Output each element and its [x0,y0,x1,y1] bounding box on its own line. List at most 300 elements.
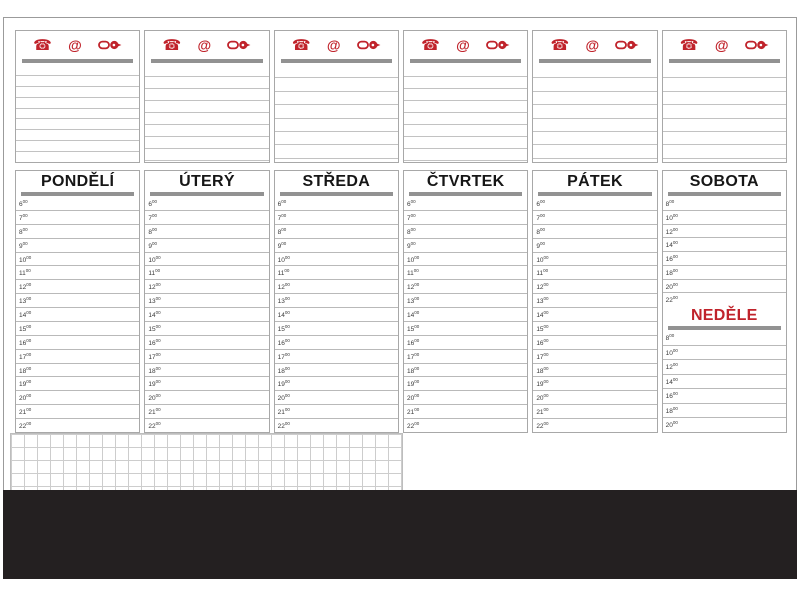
time-label: $18^{00}$ [148,365,161,375]
contact-lines [145,65,268,162]
time-slot [533,336,656,350]
key-icon [486,39,510,51]
contact-box [144,30,269,163]
time-slot [16,280,139,294]
time-slot [404,225,527,239]
time-slot [16,239,139,253]
time-slot [16,391,139,405]
contact-box [662,30,787,163]
time-slot [145,364,268,378]
time-label: $18^{00}$ [665,267,678,277]
time-slot [404,308,527,322]
time-slot [404,239,527,253]
time-label: $8^{00}$ [665,199,675,209]
divider-bar [668,326,781,330]
time-slot [663,375,786,390]
divider-bar [21,192,134,196]
time-slot [533,239,656,253]
time-label: $16^{00}$ [19,337,32,347]
time-label: $12^{00}$ [19,282,32,292]
day-title: SOBOTA [689,173,759,190]
time-slot [275,391,398,405]
time-label: $15^{00}$ [536,323,549,334]
contact-line [16,152,139,162]
time-label: $8^{00}$ [19,226,28,236]
planner-pad [3,17,797,579]
time-label: $12^{00}$ [536,282,549,292]
time-label: $19^{00}$ [536,379,549,389]
contact-line [275,65,398,78]
time-slots [275,197,398,432]
time-slots [404,197,527,432]
time-slot [404,280,527,294]
time-label: $21^{00}$ [536,407,549,417]
contact-icons-row [663,31,786,57]
at-icon: @ [68,37,82,53]
time-label: $6^{00}$ [406,199,416,209]
time-label: $21^{00}$ [148,407,161,417]
phone-icon: ☎ [33,36,52,54]
divider-bar [410,59,521,63]
key-icon [745,39,769,51]
day-title: PÁTEK [567,173,623,190]
time-label: $14^{00}$ [19,310,32,320]
time-slot [533,280,656,294]
time-slot [533,405,656,419]
time-label: $7^{00}$ [406,212,416,223]
time-slot [145,225,268,239]
at-icon: @ [197,37,212,53]
time-label: $13^{00}$ [536,296,549,306]
time-label: $20^{00}$ [665,281,678,291]
time-slot [663,346,786,361]
time-label: $9^{00}$ [536,240,545,250]
divider-bar [539,59,650,63]
time-label: $8^{00}$ [536,226,545,236]
contact-line [533,105,656,118]
time-label: $14^{00}$ [536,310,549,320]
time-slot [533,253,656,267]
time-slots [663,331,786,432]
contact-lines [663,65,786,162]
time-label: $11^{00}$ [148,268,161,278]
time-label: $22^{00}$ [19,421,32,431]
time-label: $22^{00}$ [536,421,549,431]
time-label: $15^{00}$ [406,323,420,334]
contact-icons-row [275,31,398,57]
time-slot [533,308,656,322]
divider-bar [151,59,262,63]
divider-bar [538,192,651,196]
time-slot [16,211,139,225]
time-label: $12^{00}$ [406,282,420,292]
time-label: $8^{00}$ [406,226,416,236]
day-column [144,170,269,433]
time-label: $20^{00}$ [536,393,549,403]
time-label: $6^{00}$ [277,199,287,209]
time-label: $21^{00}$ [277,407,290,417]
contact-line [275,78,398,91]
time-label: $19^{00}$ [406,379,420,389]
time-slot [404,266,527,280]
key-icon [227,39,251,51]
contact-lines [533,65,656,162]
time-label: $9^{00}$ [19,240,28,250]
contact-line [275,92,398,105]
time-slot [145,336,268,350]
contact-line [533,65,656,78]
time-label: $10^{00}$ [148,254,161,264]
time-slot [145,419,268,432]
time-label: $22^{00}$ [277,421,290,431]
time-slot [533,391,656,405]
time-slot [145,294,268,308]
divider-bar [22,59,133,63]
contact-line [404,101,527,113]
time-label: $20^{00}$ [665,420,678,430]
time-slot [145,239,268,253]
contact-box [274,30,399,163]
phone-icon: ☎ [291,36,311,54]
time-label: $19^{00}$ [277,379,290,389]
contact-line [16,65,139,76]
time-slot [533,225,656,239]
time-label: $11^{00}$ [19,268,31,278]
time-label: $13^{00}$ [148,296,161,306]
time-slot [275,322,398,336]
contact-line [533,119,656,132]
divider-bar [409,192,522,196]
time-label: $9^{00}$ [148,240,157,250]
contact-icons-row [533,31,656,57]
contact-line [145,125,268,137]
time-slot [533,211,656,225]
phone-icon: ☎ [421,36,440,54]
time-label: $21^{00}$ [19,407,32,417]
time-label: $9^{00}$ [277,240,287,250]
time-slot [145,350,268,364]
time-label: $16^{00}$ [277,337,290,347]
time-slot [663,404,786,419]
time-slot [275,405,398,419]
contact-line [16,109,139,120]
time-slots [663,197,786,306]
time-slots [533,197,656,432]
contact-box [15,30,140,163]
time-label: $7^{00}$ [148,212,157,223]
time-label: $8^{00}$ [277,226,287,236]
contact-line [533,92,656,105]
time-label: $10^{00}$ [536,254,549,264]
time-slot [275,266,398,280]
time-slots [16,197,139,432]
time-label: $14^{00}$ [665,376,678,386]
time-label: $10^{00}$ [665,212,678,222]
time-slot [16,364,139,378]
time-label: $7^{00}$ [19,212,28,223]
time-slot [145,211,268,225]
time-slot [663,197,786,211]
contact-line [663,119,786,132]
time-label: $22^{00}$ [148,421,161,431]
time-slot [663,211,786,225]
time-label: $16^{00}$ [536,337,549,347]
time-slot [533,377,656,391]
contact-box [532,30,657,163]
time-slot [663,280,786,294]
time-slot [275,419,398,432]
time-slot [145,253,268,267]
contact-line [404,89,527,101]
time-label: $18^{00}$ [406,365,420,375]
day-title: ÚTERÝ [179,173,235,190]
time-slot [275,377,398,391]
time-slot [275,239,398,253]
contact-lines [275,65,398,162]
contact-line [275,119,398,132]
time-label: $10^{00}$ [19,254,32,264]
time-slot [16,266,139,280]
time-slot [404,419,527,432]
black-strip [3,490,797,579]
time-label: $15^{00}$ [19,323,32,334]
time-label: $16^{00}$ [148,337,161,347]
contact-line [533,78,656,91]
time-label: $13^{00}$ [19,296,32,306]
time-slot [145,391,268,405]
time-label: $13^{00}$ [406,296,420,306]
contact-line [663,65,786,78]
contacts-row [15,30,787,163]
time-label: $9^{00}$ [406,240,416,250]
time-label: $10^{00}$ [665,347,678,357]
contact-line [16,76,139,87]
time-label: $7^{00}$ [536,212,545,223]
time-label: $18^{00}$ [665,405,678,416]
time-label: $14^{00}$ [406,310,420,320]
time-label: $15^{00}$ [148,323,161,334]
time-slot [145,197,268,211]
time-label: $12^{00}$ [148,282,161,292]
contact-line [663,132,786,145]
contact-box [403,30,528,163]
key-icon [98,39,122,51]
time-slot [533,364,656,378]
contact-line [663,105,786,118]
contact-icons-row [145,31,268,57]
time-slot [533,350,656,364]
time-slot [145,377,268,391]
time-slot [275,308,398,322]
time-slot [404,364,527,378]
phone-icon: ☎ [679,36,699,54]
time-label: $14^{00}$ [148,310,161,320]
time-slot [16,308,139,322]
key-icon [615,39,639,51]
time-slot [145,280,268,294]
time-label: $10^{00}$ [406,254,420,264]
contact-line [533,132,656,145]
time-slot [145,266,268,280]
time-slot [275,294,398,308]
contact-line [275,132,398,145]
time-label: $17^{00}$ [148,351,161,361]
grid-paper [10,433,403,492]
time-label: $21^{00}$ [406,407,420,417]
contact-line [145,149,268,161]
contact-line [663,92,786,105]
time-label: $11^{00}$ [406,268,419,278]
time-label: $16^{00}$ [665,254,678,264]
contact-line [16,119,139,130]
time-slot [404,197,527,211]
divider-bar [280,192,393,196]
time-slot [404,391,527,405]
day-title: ČTVRTEK [426,173,505,190]
time-slot [275,336,398,350]
time-label: $20^{00}$ [406,393,420,403]
time-label: $14^{00}$ [277,310,290,320]
time-label: $22^{00}$ [406,421,420,431]
time-slot [145,308,268,322]
time-slot [16,197,139,211]
time-label: $12^{00}$ [665,226,678,236]
time-slot [663,331,786,346]
time-slot [145,405,268,419]
time-label: $6^{00}$ [536,199,545,209]
time-label: $8^{00}$ [665,333,675,343]
time-slot [16,294,139,308]
time-slot [533,266,656,280]
contact-line [404,65,527,77]
time-slot [404,377,527,391]
contact-line [145,137,268,149]
time-label: $17^{00}$ [277,351,290,361]
time-slot [663,293,786,306]
day-title: NEDĚLE [690,307,758,324]
time-label: $22^{00}$ [665,295,678,305]
divider-bar [668,192,781,196]
time-slot [16,419,139,432]
contact-line [16,98,139,109]
time-slot [404,405,527,419]
time-slot [663,266,786,280]
contact-line [404,137,527,149]
key-icon [357,39,381,51]
time-slot [533,419,656,432]
time-label: $11^{00}$ [277,268,290,278]
at-icon: @ [456,37,470,53]
day-title: PONDĚLÍ [41,173,115,190]
contact-line [145,101,268,113]
time-label: $20^{00}$ [19,393,32,403]
contact-icons-row [404,31,527,57]
time-label: $19^{00}$ [19,379,32,389]
time-slot [404,336,527,350]
phone-icon: ☎ [550,36,570,54]
day-column [15,170,140,433]
time-slot [275,225,398,239]
at-icon: @ [585,37,600,53]
contact-line [145,89,268,101]
at-icon: @ [714,37,729,53]
time-label: $17^{00}$ [19,351,32,361]
time-slot [404,253,527,267]
contact-line [145,77,268,89]
time-label: $6^{00}$ [148,199,157,209]
time-slot [16,350,139,364]
contact-line [404,149,527,161]
time-label: $15^{00}$ [277,323,290,334]
time-label: $12^{00}$ [277,282,290,292]
contact-line [404,77,527,89]
time-slot [533,294,656,308]
time-slot [663,238,786,252]
time-slot [533,197,656,211]
time-slot [404,322,527,336]
time-slot [663,418,786,432]
time-slot [404,350,527,364]
time-label: $18^{00}$ [19,365,32,375]
contact-line [275,105,398,118]
contact-line [663,145,786,158]
time-slot [275,197,398,211]
time-label: $19^{00}$ [148,379,161,389]
day-column [403,170,528,433]
divider-bar [150,192,263,196]
time-slot [16,225,139,239]
time-slot [533,322,656,336]
contact-line [275,145,398,158]
day-title: STŘEDA [302,173,371,190]
time-slot [404,294,527,308]
contact-line [16,130,139,141]
time-slot [145,322,268,336]
day-column [532,170,657,433]
contact-line [404,125,527,137]
contact-line [16,87,139,98]
time-label: $10^{00}$ [277,254,290,264]
time-label: $14^{00}$ [665,240,678,250]
time-slot [275,280,398,294]
time-label: $13^{00}$ [277,296,290,306]
time-label: $6^{00}$ [19,199,28,209]
contact-lines [16,65,139,162]
time-slot [16,377,139,391]
contact-line [663,78,786,91]
at-icon: @ [326,37,341,53]
day-column [274,170,399,433]
contact-line [145,113,268,125]
time-label: $16^{00}$ [406,337,420,347]
time-slot [404,211,527,225]
time-label: $12^{00}$ [665,362,678,372]
contact-line [16,141,139,152]
time-slot [16,322,139,336]
time-label: $20^{00}$ [148,393,161,403]
time-slots [145,197,268,432]
divider-bar [669,59,780,63]
time-label: $17^{00}$ [406,351,420,361]
time-label: $11^{00}$ [536,268,549,278]
contact-line [533,145,656,158]
time-slot [16,336,139,350]
time-slot [16,253,139,267]
time-label: $8^{00}$ [148,226,157,236]
time-slot [275,364,398,378]
time-label: $20^{00}$ [277,393,290,403]
time-label: $18^{00}$ [536,365,549,375]
